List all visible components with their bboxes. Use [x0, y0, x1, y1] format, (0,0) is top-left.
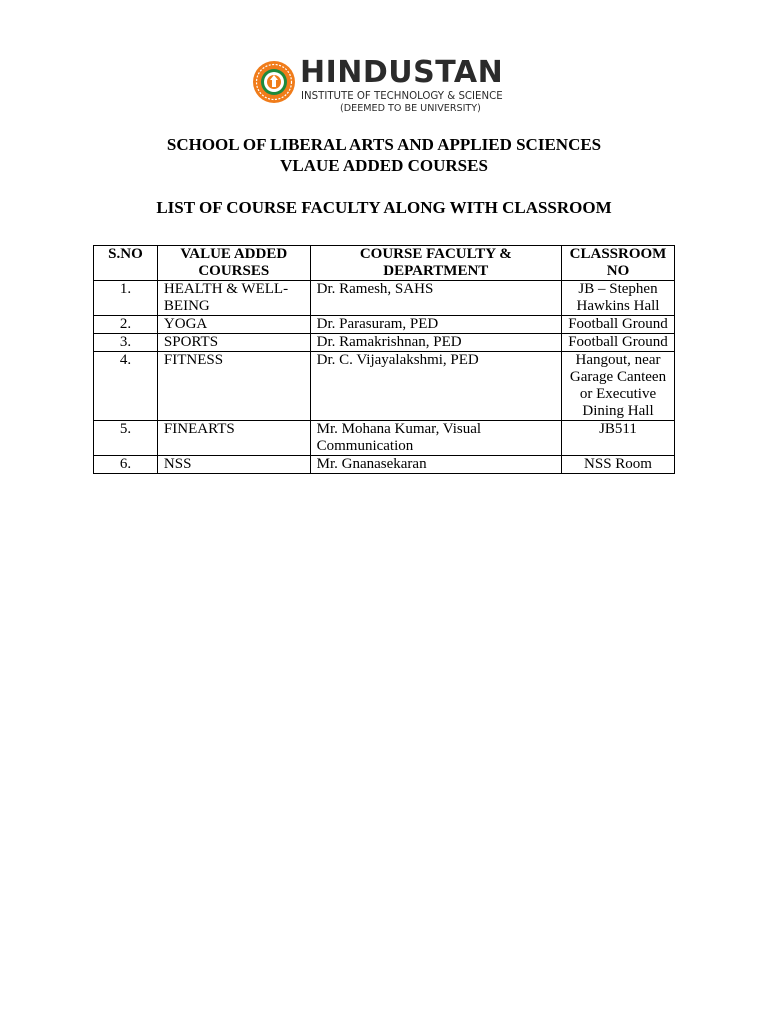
cell-sno: 5. — [94, 421, 158, 456]
cell-faculty: Mr. Gnanasekaran — [310, 456, 561, 474]
cell-classroom: NSS Room — [562, 456, 675, 474]
course-faculty-table — [93, 245, 675, 474]
university-seal-icon — [252, 60, 296, 104]
cell-course: HEALTH & WELL-BEING — [157, 281, 310, 316]
table-row — [94, 281, 675, 316]
cell-classroom: Hangout, near Garage Canteen or Executive Dining Hall — [562, 352, 675, 421]
school-title: SCHOOL OF LIBERAL ARTS AND APPLIED SCIENCES — [166, 135, 602, 154]
institute-logo — [252, 55, 522, 114]
list-title: LIST OF COURSE FACULTY ALONG WITH CLASSROOM — [156, 198, 612, 217]
cell-course: SPORTS — [157, 334, 310, 352]
cell-course: FITNESS — [157, 352, 310, 421]
cell-classroom: Football Ground — [562, 334, 675, 352]
cell-sno: 1. — [94, 281, 158, 316]
cell-faculty: Mr. Mohana Kumar, Visual Communication — [310, 421, 561, 456]
table-row — [94, 334, 675, 352]
cell-sno: 2. — [94, 316, 158, 334]
cell-classroom: JB511 — [562, 421, 675, 456]
cell-faculty: Dr. C. Vijayalakshmi, PED — [310, 352, 561, 421]
table-header-row — [94, 246, 675, 281]
cell-faculty: Dr. Ramesh, SAHS — [310, 281, 561, 316]
table-row — [94, 316, 675, 334]
cell-faculty: Dr. Parasuram, PED — [310, 316, 561, 334]
col-header-course: VALUE ADDED COURSES — [157, 246, 310, 281]
cell-sno: 6. — [94, 456, 158, 474]
col-header-classroom: CLASSROOM NO — [562, 246, 675, 281]
table-row — [94, 352, 675, 421]
cell-classroom: JB – Stephen Hawkins Hall — [562, 281, 675, 316]
table-row — [94, 456, 675, 474]
cell-faculty: Dr. Ramakrishnan, PED — [310, 334, 561, 352]
document-subtitle: VLAUE ADDED COURSES — [280, 156, 488, 175]
logo-brand-text: HINDUSTAN — [300, 55, 504, 90]
cell-course: YOGA — [157, 316, 310, 334]
logo-tagline: INSTITUTE OF TECHNOLOGY & SCIENCE — [301, 91, 503, 102]
table-row — [94, 421, 675, 456]
cell-course: FINEARTS — [157, 421, 310, 456]
cell-classroom: Football Ground — [562, 316, 675, 334]
logo-deemed-text: (DEEMED TO BE UNIVERSITY) — [340, 103, 481, 114]
col-header-faculty: COURSE FACULTY & DEPARTMENT — [310, 246, 561, 281]
cell-sno: 3. — [94, 334, 158, 352]
col-header-sno: S.NO — [94, 246, 158, 281]
cell-sno: 4. — [94, 352, 158, 421]
cell-course: NSS — [157, 456, 310, 474]
